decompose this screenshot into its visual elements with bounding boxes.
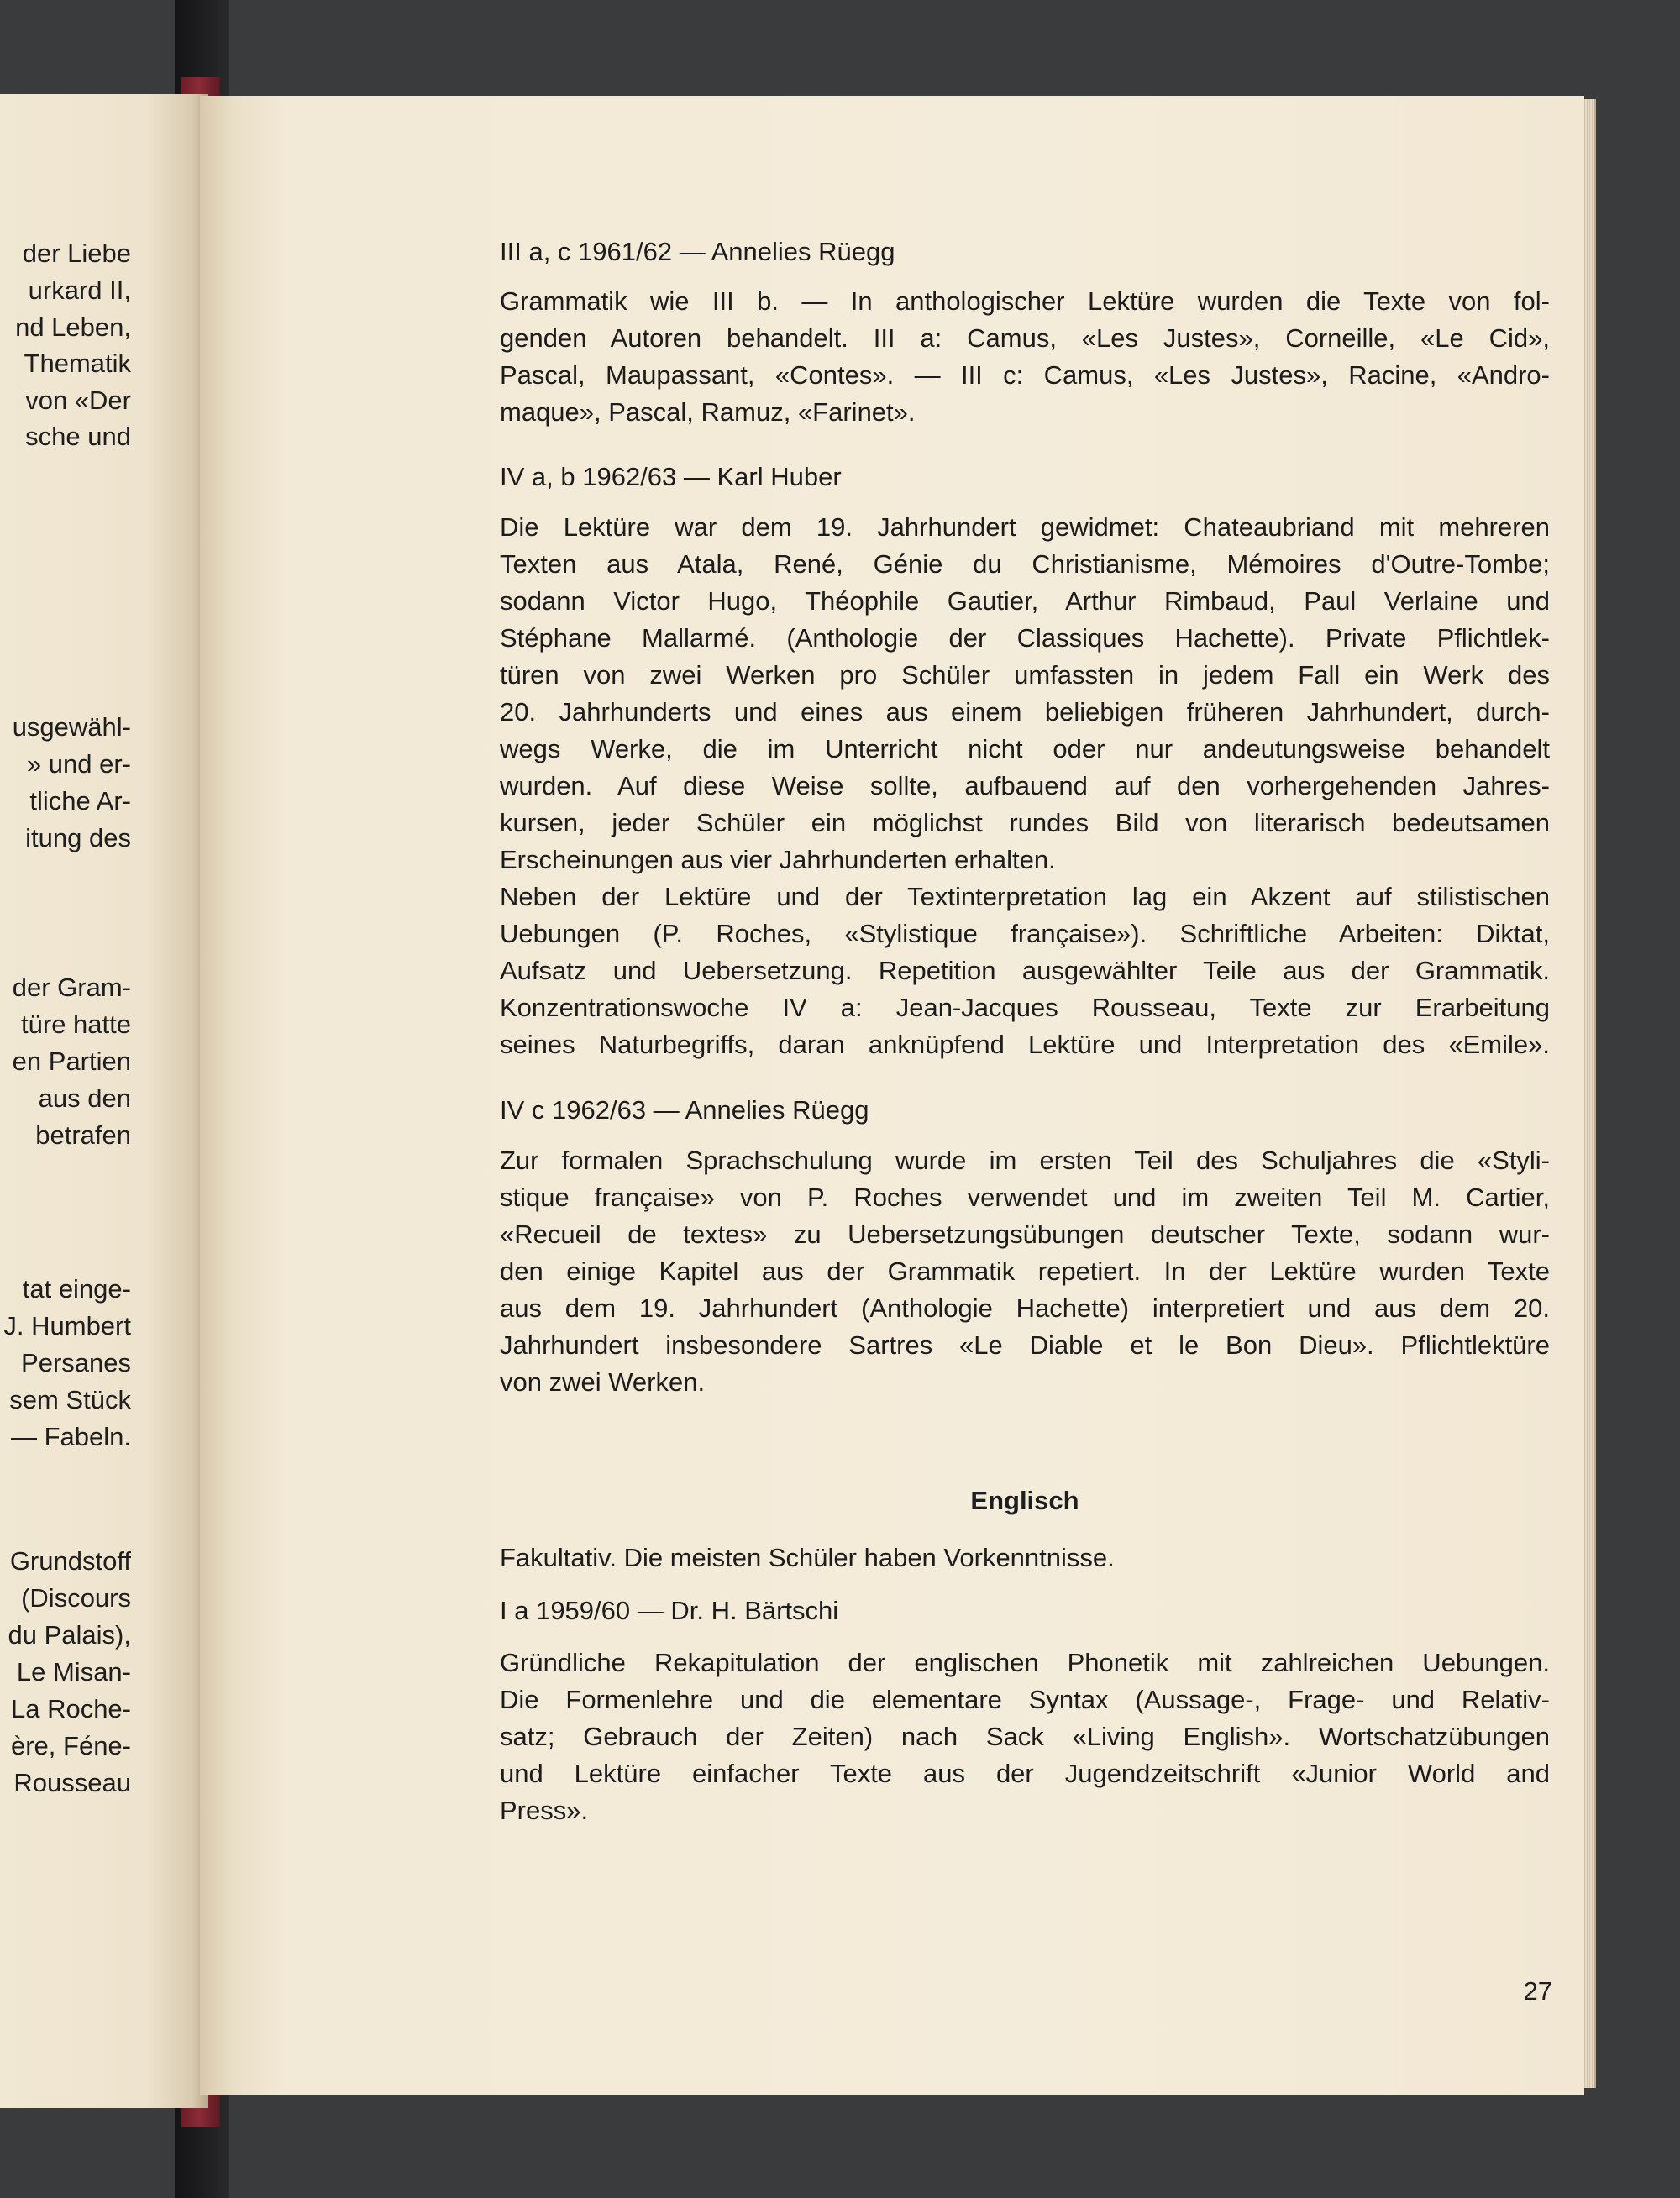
left-page-line: J. Humbert (3, 1311, 131, 1340)
paragraph-line: «Recueil de textes» zu Uebersetzungsübungen deutscher Texte, sodann wur- (500, 1220, 1550, 1249)
left-page-line: urkard II, (28, 275, 131, 305)
left-page-line: Persanes (21, 1348, 131, 1377)
paragraph-line: sodann Victor Hugo, Théophile Gautier, Arthur Rimbaud, Paul Verlaine und (500, 586, 1550, 616)
left-page-line: der Liebe (22, 239, 131, 268)
left-page-line: nd Leben, (15, 312, 131, 342)
left-page-line: aus den (38, 1083, 131, 1113)
left-page-line: Thematik (24, 349, 131, 378)
paragraph-line: Jahrhundert insbesondere Sartres «Le Diable et le Bon Dieu». Pflichtlektüre (500, 1330, 1550, 1360)
left-page-line: sem Stück (9, 1385, 131, 1414)
section-heading: IV a, b 1962/63 — Karl Huber (500, 462, 842, 491)
left-page-line: Le Misan- (16, 1657, 131, 1687)
left-page-line: sche und (25, 422, 131, 451)
left-page (0, 94, 208, 2108)
left-page-line: von «Der (25, 386, 131, 415)
section-title-englisch: Englisch (970, 1486, 1079, 1515)
paragraph-line: von zwei Werken. (500, 1367, 706, 1397)
paragraph-line: Pascal, Maupassant, «Contes». — III c: Camus, «Les Justes», Racine, «Andro- (500, 360, 1550, 390)
paragraph-line: seines Naturbegriffs, daran anknüpfend Lektüre und Interpretation des «Emile». (500, 1030, 1550, 1059)
paragraph-line: Uebungen (P. Roches, «Stylistique française»). Schriftliche Arbeiten: Diktat, (500, 919, 1550, 948)
section-heading: III a, c 1961/62 — Annelies Rüegg (500, 237, 895, 266)
page-edges (1583, 99, 1596, 2088)
paragraph-line: Konzentrationswoche IV a: Jean-Jacques Rousseau, Texte zur Erarbeitung (500, 993, 1550, 1022)
paragraph-line: Die Lektüre war dem 19. Jahrhundert gewidmet: Chateaubriand mit mehreren (500, 512, 1550, 542)
section-heading: I a 1959/60 — Dr. H. Bärtschi (500, 1596, 839, 1625)
paragraph-line: maque», Pascal, Ramuz, «Farinet». (500, 397, 916, 427)
left-page-line: en Partien (12, 1047, 131, 1076)
paragraph-line: wurden. Auf diese Weise sollte, aufbauend auf den vorhergehenden Jahres- (500, 771, 1550, 800)
paragraph-line: Grammatik wie III b. — In anthologischer Lektüre wurden die Texte von fol- (500, 286, 1550, 316)
left-page-line: du Palais), (8, 1620, 131, 1650)
left-page-line: der Gram- (12, 973, 131, 1002)
paragraph-line: Texten aus Atala, René, Génie du Christianisme, Mémoires d'Outre-Tombe; (500, 549, 1550, 579)
paragraph-line: den einige Kapitel aus der Grammatik repetiert. In der Lektüre wurden Texte (500, 1256, 1550, 1286)
left-page-line: — Fabeln. (10, 1422, 131, 1451)
paragraph-line: kursen, jeder Schüler ein möglichst rundes Bild von literarisch bedeutsamen (500, 808, 1550, 837)
paragraph-line: türen von zwei Werken pro Schüler umfassten in jedem Fall ein Werk des (500, 660, 1550, 690)
left-page-line: betrafen (35, 1120, 131, 1150)
paragraph-line: wegs Werke, die im Unterricht nicht oder nur andeutungsweise behandelt (500, 734, 1550, 763)
paragraph-line: Gründliche Rekapitulation der englischen Phonetik mit zahlreichen Uebungen. (500, 1648, 1550, 1677)
left-page-line: tat einge- (22, 1274, 131, 1304)
paragraph-line: Fakultativ. Die meisten Schüler haben Vorkenntnisse. (500, 1543, 1115, 1572)
paragraph-line: 20. Jahrhunderts und eines aus einem beliebigen früheren Jahrhundert, durch- (500, 697, 1550, 727)
left-page-line: (Discours (21, 1583, 131, 1613)
page-number: 27 (1523, 1976, 1552, 2006)
left-page-line: La Roche- (10, 1694, 131, 1723)
left-page-line: Grundstoff (9, 1546, 131, 1576)
left-page-line: türe hatte (21, 1010, 131, 1039)
paragraph-line: stique française» von P. Roches verwendet und im zweiten Teil M. Cartier, (500, 1183, 1550, 1212)
left-page-line: itung des (25, 823, 131, 852)
left-page-line: Rousseau (13, 1768, 131, 1797)
paragraph-line: Press». (500, 1796, 589, 1825)
left-page-line: ère, Féne- (10, 1731, 131, 1760)
paragraph-line: Stéphane Mallarmé. (Anthologie der Classiques Hachette). Private Pflichtlek- (500, 623, 1550, 653)
paragraph-line: Erscheinungen aus vier Jahrhunderten erhalten. (500, 845, 1056, 874)
section-heading: IV c 1962/63 — Annelies Rüegg (500, 1095, 869, 1125)
paragraph-line: Neben der Lektüre und der Textinterpretation lag ein Akzent auf stilistischen (500, 882, 1550, 911)
left-page-line: tliche Ar- (29, 786, 131, 816)
paragraph-line: genden Autoren behandelt. III a: Camus, «Les Justes», Corneille, «Le Cid», (500, 323, 1550, 353)
paragraph-line: Zur formalen Sprachschulung wurde im ersten Teil des Schuljahres die «Styli- (500, 1146, 1550, 1175)
left-page-line: usgewähl- (12, 712, 131, 742)
paragraph-line: Die Formenlehre und die elementare Syntax (Aussage-, Frage- und Relativ- (500, 1685, 1550, 1714)
right-page (200, 96, 1584, 2095)
left-page-line: » und er- (26, 749, 131, 779)
paragraph-line: Aufsatz und Uebersetzung. Repetition ausgewählter Teile aus der Grammatik. (500, 956, 1550, 985)
paragraph-line: aus dem 19. Jahrhundert (Anthologie Hachette) interpretiert und aus dem 20. (500, 1293, 1550, 1323)
paragraph-line: und Lektüre einfacher Texte aus der Jugendzeitschrift «Junior World and (500, 1759, 1550, 1788)
paragraph-line: satz; Gebrauch der Zeiten) nach Sack «Living English». Wortschatzübungen (500, 1722, 1550, 1751)
